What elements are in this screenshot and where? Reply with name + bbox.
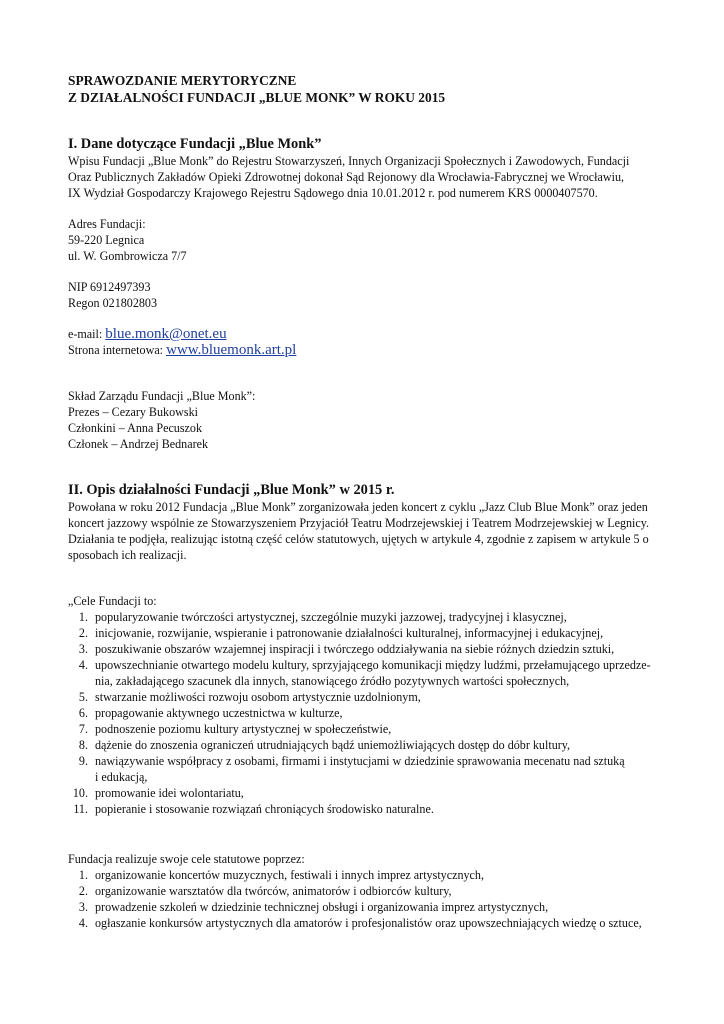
email-link[interactable]: blue.monk@onet.eu [105,326,227,342]
section-foundation-data [68,136,664,452]
means-label: Fundacja realizuje swoje cele statutowe poprzez: [68,852,305,866]
list-item [68,899,664,915]
intro-line: koncert jazzowy wspólnie ze Stowarzyszeniem Przyjaciół Teatru Modrzejewskiej i Teatrem Modrzejewskiej w Legnicy. [68,516,650,530]
list-item [68,737,664,753]
list-item [68,657,664,689]
registration-line: IX Wydział Gospodarczy Krajowego Rejestru Sądowego dnia 10.01.2012 r. pod numerem KRS 0000407570. [68,186,598,200]
tax-ids [68,279,664,311]
list-item [68,625,664,641]
list-item-text: inicjowanie, rozwijanie, wspieranie i patronowanie działalności kulturalnej, informacyjnej i edukacyjnej, [95,626,604,640]
document-title [68,72,664,106]
website-label: Strona internetowa: [68,343,167,357]
list-item-text: podnoszenie poziomu kultury artystycznej w społeczeństwie, [95,722,392,736]
section-1-heading: I. Dane dotyczące Fundacji „Blue Monk” [68,136,322,152]
email-label: e-mail: [68,327,106,341]
list-item-text: organizowanie warsztatów dla twórców, animatorów i odbiorców kultury, [95,884,452,898]
list-item-text: propagowanie aktywnego uczestnictwa w kulturze, [95,706,343,720]
means-list [68,867,664,931]
email-row [68,326,664,342]
list-item-text: nawiązywanie współpracy z osobami, firmami i instytucjami w dziedzinie sprawowania mecenatu nad sztuką [95,754,625,768]
list-item-text: popieranie i stosowanie rozwiązań chroniących środowisko naturalne. [95,802,434,816]
list-item-text: ogłaszanie konkursów artystycznych dla amatorów i profesjonalistów oraz upowszechniających wiedzę o sztuce, [95,916,642,930]
list-item-text: stwarzanie możliwości rozwoju osobom artystycznie uzdolnionym, [95,690,421,704]
list-item-number: 2. [78,884,88,898]
intro-line: sposobach ich realizacji. [68,548,187,562]
section-2-heading: II. Opis działalności Fundacji „Blue Monk” w 2015 r. [68,482,395,498]
list-item [68,883,664,899]
goals-list [68,609,664,817]
list-item-text: upowszechnianie otwartego modelu kultury, sprzyjającego komunikacji między ludźmi, przełamującego uprzedze- [95,658,651,672]
list-item-number: 4. [78,658,88,672]
list-item-number: 2. [78,626,88,640]
list-item-text: i edukacją, [95,770,148,784]
list-item-text: popularyzowanie twórczości artystycznej, szczególnie muzyki jazzowej, tradycyjnej i klasycznej, [95,610,567,624]
regon-number: Regon 021802803 [68,296,158,310]
list-item-text: promowanie idei wolontariatu, [95,786,244,800]
intro-line: Działania te podjęła, realizując istotną część celów statutowych, ujętych w artykule 4, zgodnie z zapisem w artykule 5 o [68,532,649,546]
intro-line: Powołana w roku 2012 Fundacja „Blue Monk” zorganizowała jeden koncert z cyklu „Jazz Club Blue Monk” oraz jeden [68,500,648,514]
website-row [68,342,664,358]
list-item [68,753,664,785]
list-item [68,785,664,801]
address-label: Adres Fundacji: [68,217,146,231]
website-link[interactable]: www.bluemonk.art.pl [166,342,297,358]
list-item-number: 5. [78,690,88,704]
address-line: 59-220 Legnica [68,233,145,247]
list-item-number: 1. [78,610,88,624]
list-item [68,609,664,625]
goals-label: „Cele Fundacji to: [68,594,157,608]
list-item [68,721,664,737]
list-item [68,689,664,705]
board-member: Członkini – Anna Pecuszok [68,421,203,435]
nip-number: NIP 6912497393 [68,280,151,294]
board-member: Prezes – Cezary Bukowski [68,405,198,419]
registration-text [68,153,664,201]
list-item-number: 1. [78,868,88,882]
list-item-number: 6. [78,706,88,720]
registration-line: Oraz Publicznych Zakładów Opieki Zdrowotnej dokonał Sąd Rejonowy dla Wrocławia-Fabrycznej we Wrocławiu, [68,170,625,184]
title-line-1: SPRAWOZDANIE MERYTORYCZNE [68,73,297,88]
list-item-text: dążenie do znoszenia ograniczeń utrudniających bądź uniemożliwiających dostęp do dóbr kultury, [95,738,571,752]
list-item-text: organizowanie koncertów muzycznych, festiwali i innych imprez artystycznych, [95,868,484,882]
list-item [68,915,664,931]
list-item-number: 4. [78,916,88,930]
list-item [68,705,664,721]
list-item [68,641,664,657]
list-item-text: nia, zakładającego szacunek dla innych, stanowiącego źródło pozytywnych wartości społecznych, [95,674,570,688]
section-activities [68,482,664,931]
activities-intro [68,499,664,563]
address-block [68,216,664,264]
registration-line: Wpisu Fundacji „Blue Monk” do Rejestru Stowarzyszeń, Innych Organizacji Społecznych i Zawodowych, Fundacji [68,154,630,168]
address-line: ul. W. Gombrowicza 7/7 [68,249,187,263]
contact-block [68,326,664,358]
board-member: Członek – Andrzej Bednarek [68,437,209,451]
list-item-number: 3. [78,642,88,656]
board-block [68,388,664,452]
list-item [68,801,664,817]
list-item-text: poszukiwanie obszarów wzajemnej inspiracji i twórczego oddziaływania na siebie różnych dziedzin sztuki, [95,642,615,656]
list-item [68,867,664,883]
list-item-number: 10. [72,786,88,800]
list-item-number: 9. [78,754,88,768]
board-label: Skład Zarządu Fundacji „Blue Monk”: [68,389,256,403]
list-item-number: 7. [78,722,88,736]
title-line-2: Z DZIAŁALNOŚCI FUNDACJI „BLUE MONK” W ROKU 2015 [68,90,446,105]
list-item-number: 3. [78,900,88,914]
list-item-number: 11. [73,802,88,816]
list-item-text: prowadzenie szkoleń w dziedzinie technicznej obsługi i organizowania imprez artystycznych, [95,900,549,914]
list-item-number: 8. [78,738,88,752]
